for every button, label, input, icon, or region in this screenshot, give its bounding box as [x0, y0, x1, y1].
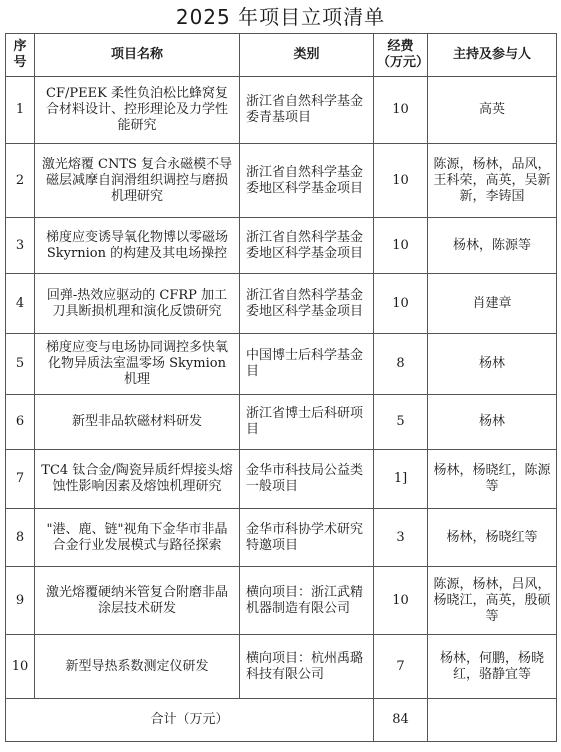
row-no: 4 — [6, 274, 35, 334]
row-category: 浙江省自然科学基金委地区科学基金项目 — [240, 144, 374, 218]
row-people: 杨林 — [428, 334, 557, 395]
row-people: 陈源，杨林，品风，王科荣，高英，吴新新，李铸国 — [428, 144, 557, 218]
row-category: 金华市科技局公益类一般项目 — [240, 450, 374, 509]
table-row — [6, 144, 557, 218]
row-category: 浙江省自然科学基金委地区科学基金项目 — [240, 218, 374, 274]
row-no: 10 — [6, 635, 35, 699]
row-people: 杨林，陈源等 — [428, 218, 557, 274]
row-people: 高英 — [428, 77, 557, 144]
header-people: 主持及参与人 — [428, 34, 557, 77]
total-empty — [428, 699, 557, 742]
header-category: 类别 — [240, 34, 374, 77]
total-value: 84 — [374, 699, 428, 742]
table-header-row — [6, 34, 557, 77]
table-row — [6, 218, 557, 274]
row-name: 梯度应变与电场协同调控多快氧 化物异质法室温零场 Skymion 机理 — [35, 334, 240, 395]
row-no: 5 — [6, 334, 35, 395]
row-funding: 10 — [374, 218, 428, 274]
row-category: 金华市科协学术研究特邀项目 — [240, 509, 374, 567]
total-row — [6, 699, 557, 742]
row-funding: 10 — [374, 144, 428, 218]
row-funding: 8 — [374, 334, 428, 395]
row-no: 2 — [6, 144, 35, 218]
table-row — [6, 274, 557, 334]
table-row — [6, 450, 557, 509]
row-name: 激光熔覆 CNTS 复合永磁模不导磁层减摩自润滑组织调控与磨损机理研究 — [35, 144, 240, 218]
table-row — [6, 635, 557, 699]
row-category: 浙江省自然科学基金委青基项目 — [240, 77, 374, 144]
row-category: 浙江省自然科学基金委地区科学基金项目 — [240, 274, 374, 334]
table-row — [6, 77, 557, 144]
row-people: 陈源，杨林，吕风， 杨晓江，高英，殷硕等 — [428, 567, 557, 635]
row-funding: 10 — [374, 77, 428, 144]
row-people: 杨林，杨晓红，陈源等 — [428, 450, 557, 509]
row-funding: 1] — [374, 450, 428, 509]
row-no: 3 — [6, 218, 35, 274]
row-no: 1 — [6, 77, 35, 144]
page-title: 2025 年项目立项清单 — [175, 5, 386, 29]
row-name: 新型非品软磁材料研发 — [35, 395, 240, 450]
row-name: 新型导热系数测定仪研发 — [35, 635, 240, 699]
header-no: 序号 — [6, 34, 35, 77]
row-name: 激光熔覆硬纳米管复合附磨非晶涂层技术研发 — [35, 567, 240, 635]
table-row — [6, 334, 557, 395]
project-table — [5, 33, 557, 742]
table-row — [6, 395, 557, 450]
row-people: 杨林，何鹏，杨晓红，骆静宜等 — [428, 635, 557, 699]
total-label: 合计（万元） — [6, 699, 374, 742]
row-name: 回弹-热效应驱动的 CFRP 加工刀具断损机理和演化反馈研究 — [35, 274, 240, 334]
row-category: 中国博士后科学基金目 — [240, 334, 374, 395]
row-name: "港、鹿、链"视角下金华市非晶合金行业发展模式与路径探索 — [35, 509, 240, 567]
row-name: TC4 钛合金/陶瓷异质纤焊接头熔蚀性影响因素及熔蚀机理研究 — [35, 450, 240, 509]
row-no: 9 — [6, 567, 35, 635]
table-row — [6, 567, 557, 635]
row-people: 杨林，杨晓红等 — [428, 509, 557, 567]
row-people: 肖建章 — [428, 274, 557, 334]
table-row — [6, 509, 557, 567]
row-funding: 3 — [374, 509, 428, 567]
row-people: 杨林 — [428, 395, 557, 450]
row-category: 横向项目：杭州禹璐科技有限公司 — [240, 635, 374, 699]
header-funding: 经费（万元） — [374, 34, 428, 77]
row-name: CF/PEEK 柔性负泊松比蜂窝复合材料设计、控形理论及力学性能研究 — [35, 77, 240, 144]
header-name: 项目名称 — [35, 34, 240, 77]
row-no: 8 — [6, 509, 35, 567]
row-name: 梯度应变诱导氧化物博以零磁场 Skyrnion 的构建及其电场操控 — [35, 218, 240, 274]
row-no: 6 — [6, 395, 35, 450]
row-funding: 5 — [374, 395, 428, 450]
row-funding: 10 — [374, 567, 428, 635]
row-funding: 7 — [374, 635, 428, 699]
row-no: 7 — [6, 450, 35, 509]
row-funding: 10 — [374, 274, 428, 334]
row-category: 横向项目：浙江武精机器制造有限公司 — [240, 567, 374, 635]
row-category: 浙江省博士后科研项目 — [240, 395, 374, 450]
